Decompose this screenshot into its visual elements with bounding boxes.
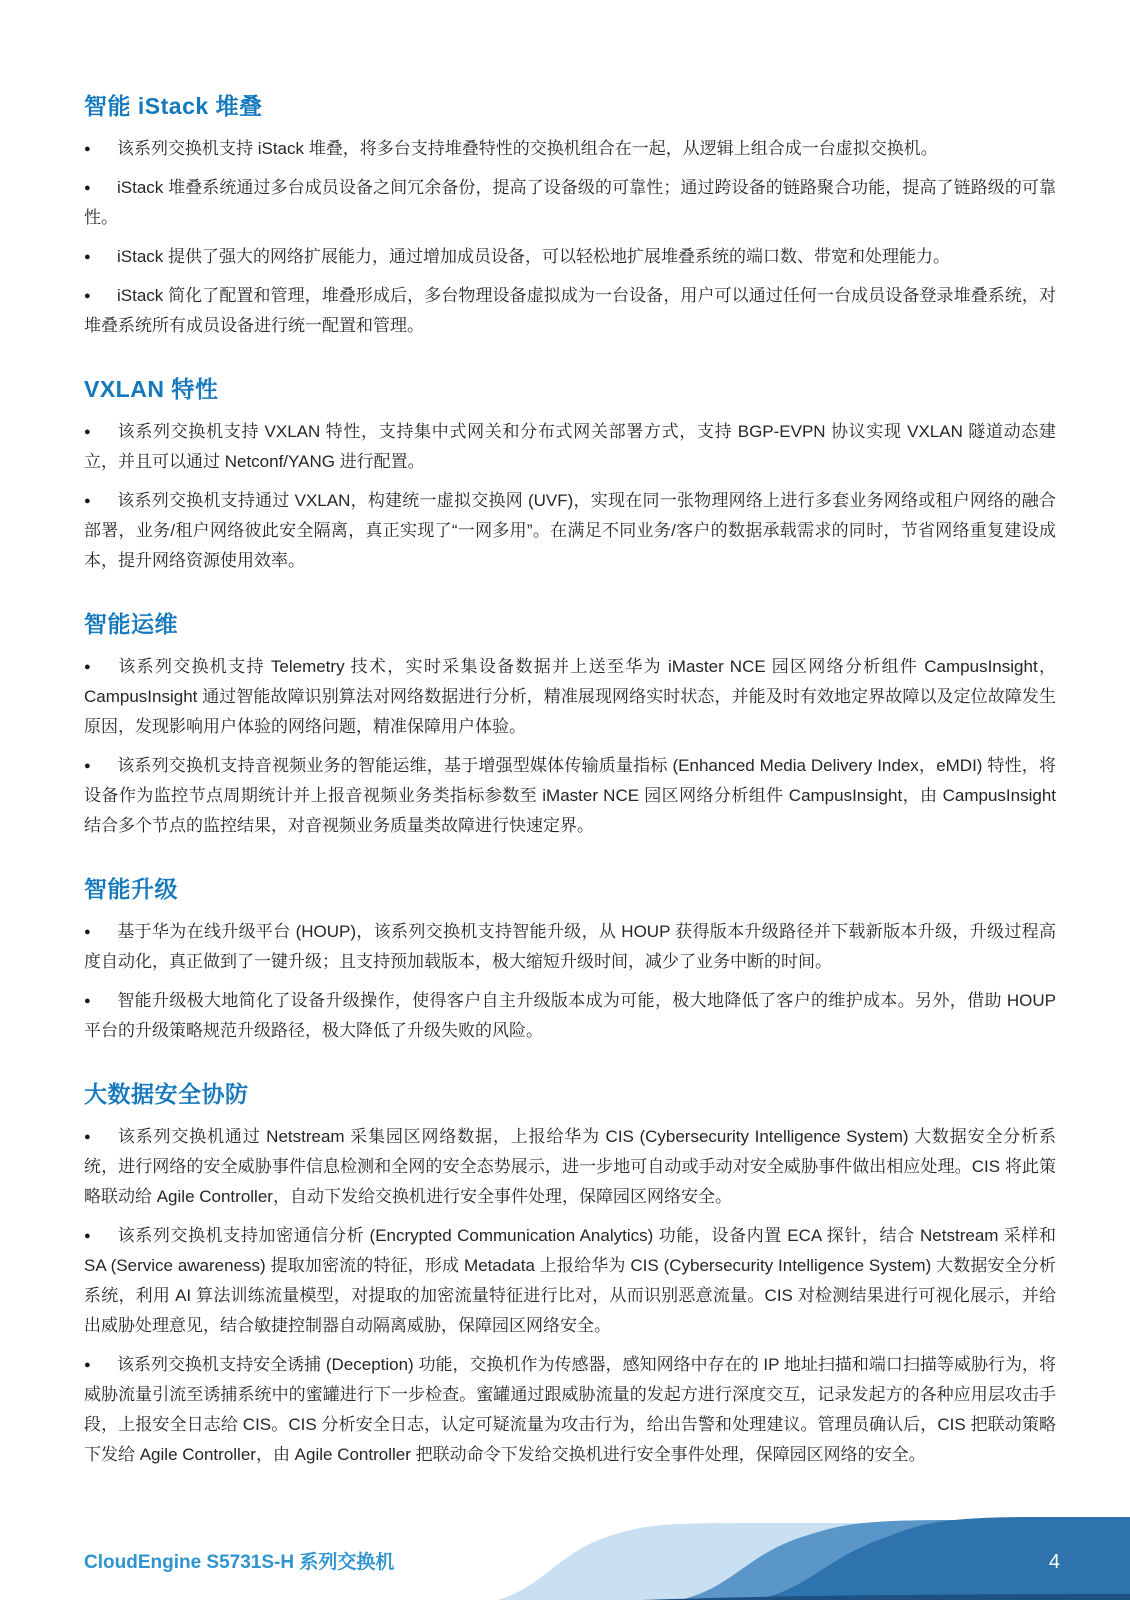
bullet-paragraph [84,173,1056,233]
section-heading: 智能升级 [84,876,178,902]
bullet-icon: ● [84,926,91,938]
bullet-text: 该系列交换机支持 iStack 堆叠，将多台支持堆叠特性的交换机组合在一起，从逻辑上组合成一台虚拟交换机。 [117,139,938,158]
bullet-paragraph [84,242,1056,272]
section-heading: 大数据安全协防 [84,1081,249,1107]
bullet-icon: ● [84,251,91,263]
bullet-text: 该系列交换机支持 Telemetry 技术，实时采集设备数据并上送至华为 iMaster NCE 园区网络分析组件 CampusInsight，CampusInsight 通过智能故障识别算法对网络数据进行分析，精准展现网络实时状态，并能及时有效地定界故障以及定位故障发生原因，发现影响用户体验的网络问题，精准保障用户体验。 [84,657,1056,736]
bullet-icon: ● [84,495,91,507]
bullet-icon: ● [84,1359,91,1371]
bullet-icon: ● [84,661,91,673]
bullet-icon: ● [84,1131,91,1143]
bullet-text: 该系列交换机通过 Netstream 采集园区网络数据，上报给华为 CIS (Cybersecurity Intelligence System) 大数据安全分析系统，进行网络的安全威胁事件信息检测和全网的安全态势展示，进一步地可自动或手动对安全威胁事件做出相应处理。CIS 将此策略联动给 Agile Controller，自动下发给交换机进行安全事件处理，保障园区网络安全。 [84,1127,1056,1206]
bullet-paragraph [84,751,1056,841]
bullet-icon: ● [84,995,91,1007]
section-heading: VXLAN 特性 [84,376,219,402]
bullet-paragraph [84,281,1056,341]
bullet-text: 该系列交换机支持安全诱捕 (Deception) 功能，交换机作为传感器，感知网络中存在的 IP 地址扫描和端口扫描等威胁行为，将威胁流量引流至诱捕系统中的蜜罐进行下一步检查。蜜罐通过跟威胁流量的发起方进行深度交互，记录发起方的各种应用层攻击手段，上报安全日志给 CIS。CIS 分析安全日志，认定可疑流量为攻击行为，给出告警和处理建议。管理员确认后，CIS 把联动策略下发给 Agile Controller，由 Agile Controller 把联动命令下发给交换机进行安全事件处理，保障园区网络的安全。 [84,1355,1056,1464]
page-footer [0,1440,1130,1600]
bullet-text: 该系列交换机支持通过 VXLAN，构建统一虚拟交换网 (UVF)，实现在同一张物理网络上进行多套业务网络或租户网络的融合部署，业务/租户网络彼此安全隔离，真正实现了“一网多用”。在满足不同业务/客户的数据承载需求的同时，节省网络重复建设成本，提升网络资源使用效率。 [84,491,1056,570]
bullet-paragraph [84,652,1056,742]
document-body [84,88,1056,1479]
footer-doc-title: CloudEngine S5731S-H 系列交换机 [84,1552,395,1573]
bullet-icon: ● [84,143,91,155]
bullet-paragraph [84,917,1056,977]
bullet-icon: ● [84,1230,91,1242]
bullet-paragraph [84,486,1056,576]
bullet-paragraph [84,134,1056,164]
bullet-text: iStack 堆叠系统通过多台成员设备之间冗余备份，提高了设备级的可靠性；通过跨设备的链路聚合功能，提高了链路级的可靠性。 [84,178,1056,227]
bullet-text: 基于华为在线升级平台 (HOUP)，该系列交换机支持智能升级，从 HOUP 获得版本升级路径并下载新版本升级，升级过程高度自动化，真正做到了一键升级；且支持预加载版本，极大缩短升级时间，减少了业务中断的时间。 [84,922,1056,971]
bullet-text: iStack 提供了强大的网络扩展能力，通过增加成员设备，可以轻松地扩展堆叠系统的端口数、带宽和处理能力。 [117,247,951,266]
page-number: 4 [1048,1551,1060,1573]
bullet-text: 该系列交换机支持 VXLAN 特性，支持集中式网关和分布式网关部署方式，支持 BGP-EVPN 协议实现 VXLAN 隧道动态建立，并且可以通过 Netconf/YANG 进行配置。 [84,422,1056,471]
bullet-text: 该系列交换机支持音视频业务的智能运维，基于增强型媒体传输质量指标 (Enhanced Media Delivery Index，eMDI) 特性，将设备作为监控节点周期统计并上报音视频业务类指标参数至 iMaster NCE 园区网络分析组件 CampusInsight，由 CampusInsight 结合多个节点的监控结果，对音视频业务质量类故障进行快速定界。 [84,756,1056,835]
bullet-paragraph [84,986,1056,1046]
bullet-icon: ● [84,760,91,772]
footer-wave-graphic [0,1440,1130,1600]
bullet-icon: ● [84,182,91,194]
bullet-paragraph [84,1122,1056,1212]
section-heading: 智能运维 [84,611,178,637]
bullet-icon: ● [84,290,91,302]
bullet-paragraph [84,1221,1056,1341]
bullet-text: iStack 简化了配置和管理，堆叠形成后，多台物理设备虚拟成为一台设备，用户可以通过任何一台成员设备登录堆叠系统，对堆叠系统所有成员设备进行统一配置和管理。 [84,286,1056,335]
bullet-icon: ● [84,426,91,438]
bullet-text: 智能升级极大地简化了设备升级操作，使得客户自主升级版本成为可能，极大地降低了客户的维护成本。另外，借助 HOUP 平台的升级策略规范升级路径，极大降低了升级失败的风险。 [84,991,1056,1040]
bullet-text: 该系列交换机支持加密通信分析 (Encrypted Communication Analytics) 功能，设备内置 ECA 探针，结合 Netstream 采样和 SA (Service awareness) 提取加密流的特征，形成 Metadata 上报给华为 CIS (Cybersecurity Intelligence System) 大数据安全分析系统，利用 AI 算法训练流量模型，对提取的加密流量特征进行比对，从而识别恶意流量。CIS 对检测结果进行可视化展示，并给出威胁处理意见，结合敏捷控制器自动隔离威胁，保障园区网络安全。 [84,1226,1056,1335]
section-heading: 智能 iStack 堆叠 [84,93,263,119]
bullet-paragraph [84,417,1056,477]
